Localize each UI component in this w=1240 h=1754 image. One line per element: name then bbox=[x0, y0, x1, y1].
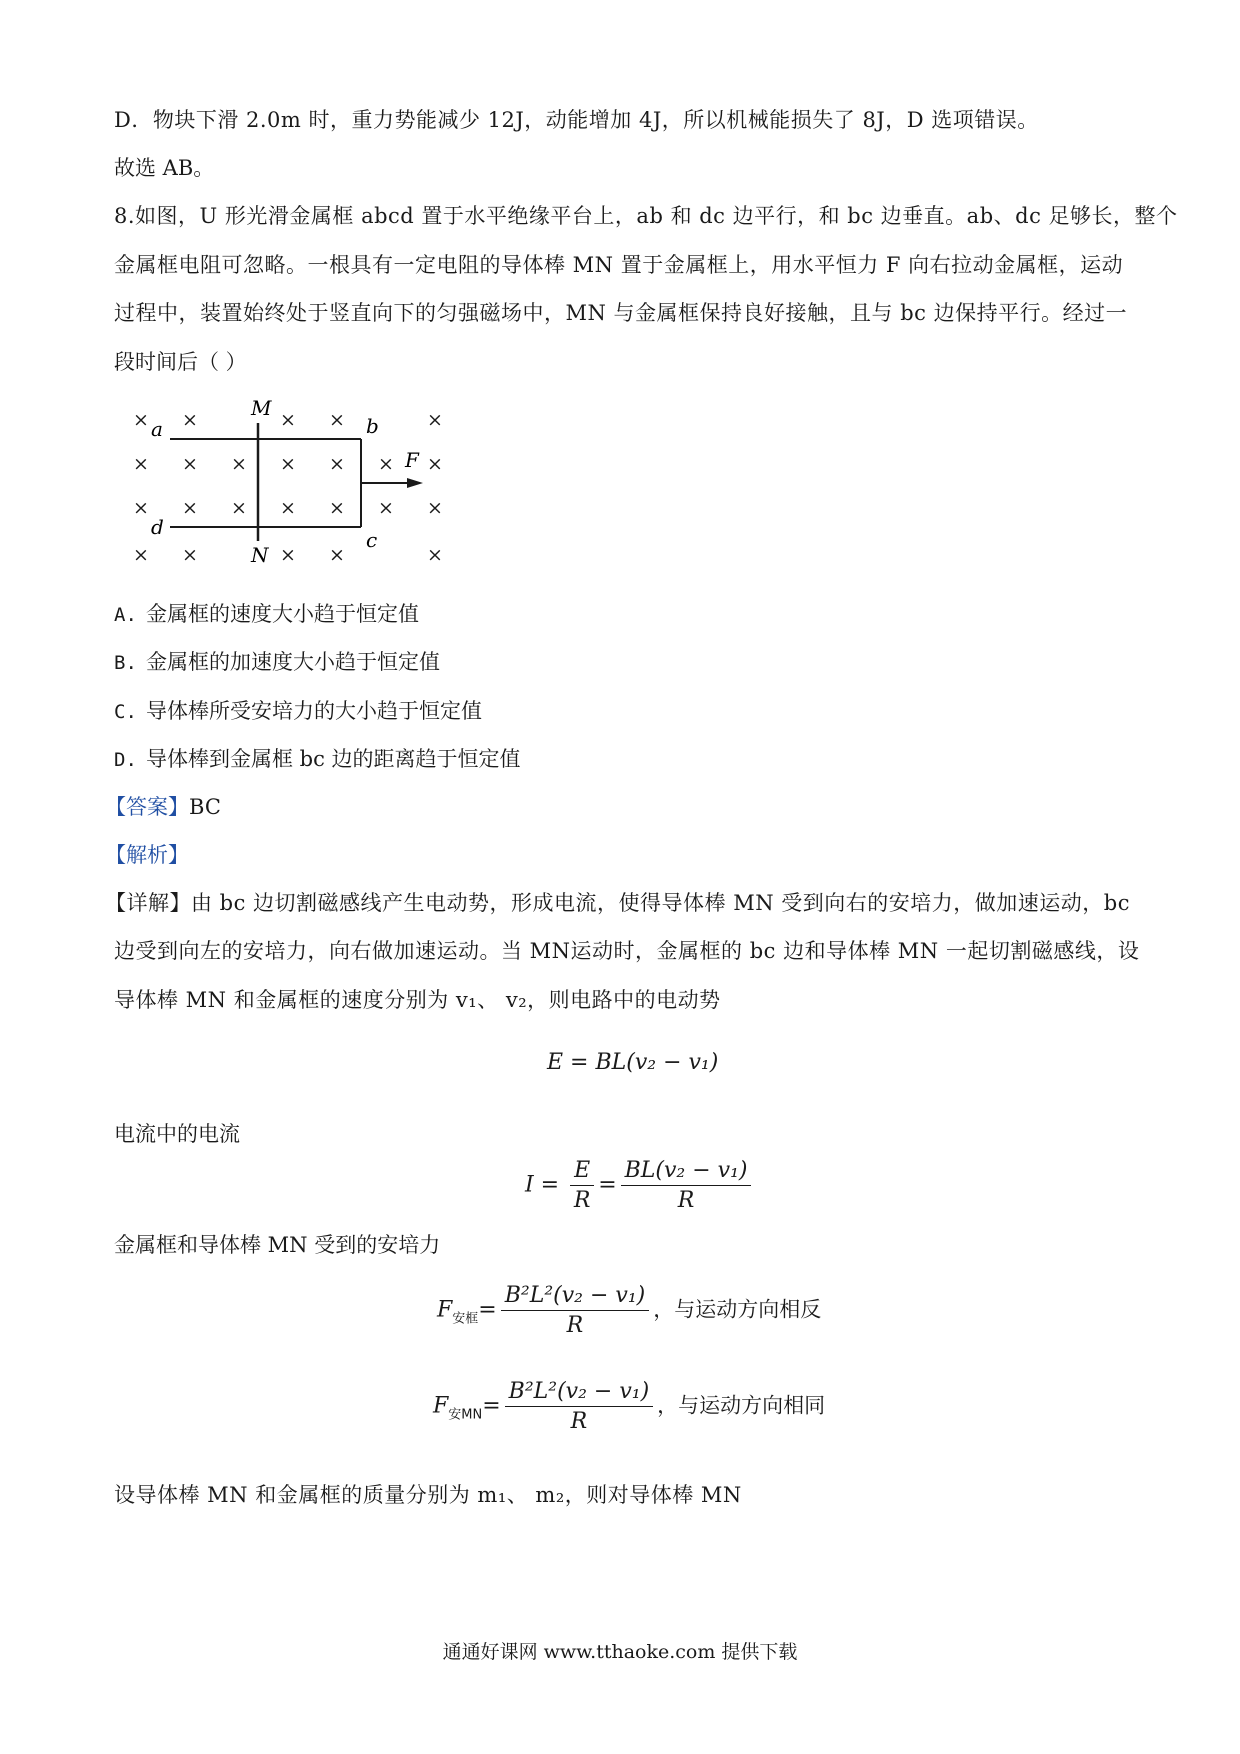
label-c: c bbox=[366, 528, 378, 552]
field-cross: × bbox=[378, 453, 394, 475]
eq4-tail: ，与运动方向相同 bbox=[657, 1393, 826, 1418]
eq2-fraction-2 bbox=[621, 1158, 752, 1213]
eq4-num: B²L²(v₂ − v₁) bbox=[505, 1379, 654, 1407]
eq4-den: R bbox=[570, 1409, 588, 1434]
field-cross: × bbox=[133, 409, 149, 431]
eq2-frac1-den: R bbox=[573, 1188, 591, 1213]
field-cross: × bbox=[280, 497, 296, 519]
option-a bbox=[114, 604, 419, 625]
circuit-diagram bbox=[125, 395, 455, 570]
question-line-1: 8.如图，U 形光滑金属框 abcd 置于水平绝缘平台上，ab 和 dc 边平行，和 bc 边垂直。ab、dc 足够长，整个 bbox=[114, 204, 1178, 228]
field-cross: × bbox=[280, 409, 296, 431]
answer-value: BC bbox=[189, 795, 221, 819]
magnetic-field-crosses bbox=[133, 409, 443, 566]
eq3-tail: ，与运动方向相反 bbox=[653, 1297, 822, 1322]
option-a-label: A. bbox=[114, 604, 137, 626]
field-cross: × bbox=[329, 544, 345, 566]
field-cross: × bbox=[329, 409, 345, 431]
eq4-f: F bbox=[433, 1393, 449, 1419]
option-d-previous: D．物块下滑 2.0m 时，重力势能减少 12J，动能增加 4J，所以机械能损失了 8J，D 选项错误。 bbox=[114, 108, 1039, 132]
field-cross: × bbox=[182, 544, 198, 566]
label-m: M bbox=[251, 396, 272, 420]
option-c-text: 导体棒所受安培力的大小趋于恒定值 bbox=[146, 699, 482, 723]
option-c-label: C. bbox=[114, 701, 137, 723]
option-b bbox=[114, 652, 440, 673]
option-c bbox=[114, 701, 482, 722]
equation-current: I = $\frac{E}{R}$ = $\frac{\text{BL(v₂ − v₁)}}{R}$ bbox=[525, 1158, 755, 1213]
field-cross: × bbox=[182, 453, 198, 475]
answer-tag: 【答案】 bbox=[105, 795, 189, 819]
label-d: d bbox=[151, 515, 164, 539]
field-cross: × bbox=[280, 544, 296, 566]
field-cross: × bbox=[427, 409, 443, 431]
option-d-text: 导体棒到金属框 bc 边的距离趋于恒定值 bbox=[146, 747, 521, 771]
field-cross: × bbox=[280, 453, 296, 475]
field-cross: × bbox=[133, 544, 149, 566]
field-cross: × bbox=[182, 409, 198, 431]
question-line-4: 段时间后（ ） bbox=[114, 350, 247, 374]
option-b-label: B. bbox=[114, 652, 137, 674]
field-cross: × bbox=[427, 453, 443, 475]
field-cross: × bbox=[378, 497, 394, 519]
force-arrow-head bbox=[407, 478, 423, 488]
eq2-left: I = bbox=[525, 1172, 560, 1198]
field-cross: × bbox=[231, 453, 247, 475]
field-cross: × bbox=[133, 453, 149, 475]
option-a-text: 金属框的速度大小趋于恒定值 bbox=[146, 602, 419, 626]
option-d-label: D. bbox=[114, 749, 137, 771]
force-label: 金属框和导体棒 MN 受到的安培力 bbox=[114, 1233, 441, 1257]
current-label: 电流中的电流 bbox=[114, 1122, 240, 1146]
eq4-sub: 安MN bbox=[448, 1407, 483, 1423]
eq3-fraction bbox=[501, 1283, 650, 1338]
eq2-frac2-den: R bbox=[677, 1188, 695, 1213]
answer-line bbox=[105, 797, 221, 818]
eq2-frac1-num: E bbox=[570, 1158, 594, 1186]
equation-force-frame: $F_{安框}=$ $\frac{\text{B²L²(v₂ − v₁)}}{R}$ ，与运动方向相反 bbox=[437, 1283, 822, 1338]
question-line-3: 过程中，装置始终处于竖直向下的匀强磁场中，MN 与金属框保持良好接触，且与 bc 边保持平行。经过一 bbox=[114, 301, 1128, 325]
eq2-frac2-num: BL(v₂ − v₁) bbox=[621, 1158, 752, 1186]
detail-text-1: 由 bc 边切割磁感线产生电动势，形成电流，使得导体棒 MN 受到向右的安培力，做加速运动，bc bbox=[191, 891, 1130, 915]
equation-emf: E = BL(v₂ − v₁) bbox=[547, 1050, 719, 1075]
choice-statement: 故选 AB。 bbox=[114, 156, 215, 180]
detail-line-3: 导体棒 MN 和金属框的速度分别为 v₁、 v₂，则电路中的电动势 bbox=[114, 988, 721, 1012]
field-cross: × bbox=[231, 497, 247, 519]
field-cross: × bbox=[182, 497, 198, 519]
detail-tag: 【详解】 bbox=[105, 891, 191, 915]
eq3-sub: 安框 bbox=[452, 1311, 479, 1327]
page-footer: 通通好课网 www.tthaoke.com 提供下载 bbox=[442, 1641, 798, 1663]
last-line: 设导体棒 MN 和金属框的质量分别为 m₁、 m₂，则对导体棒 MN bbox=[114, 1483, 742, 1507]
detail-line-1 bbox=[105, 893, 1130, 914]
label-f: F bbox=[405, 448, 419, 472]
analysis-tag: 【解析】 bbox=[105, 843, 189, 867]
field-cross: × bbox=[133, 497, 149, 519]
eq4-fraction bbox=[505, 1379, 654, 1434]
field-cross: × bbox=[329, 497, 345, 519]
field-cross: × bbox=[329, 453, 345, 475]
field-cross: × bbox=[427, 497, 443, 519]
eq3-den: R bbox=[566, 1313, 584, 1338]
label-a: a bbox=[151, 417, 163, 441]
detail-line-2: 边受到向左的安培力，向右做加速运动。当 MN运动时，金属框的 bc 边和导体棒 MN 一起切割磁感线，设 bbox=[114, 939, 1140, 963]
option-b-text: 金属框的加速度大小趋于恒定值 bbox=[146, 650, 440, 674]
eq3-f: F bbox=[437, 1297, 453, 1323]
question-line-2: 金属框电阻可忽略。一根具有一定电阻的导体棒 MN 置于金属框上，用水平恒力 F 向右拉动金属框，运动 bbox=[114, 253, 1124, 277]
eq2-fraction-1 bbox=[570, 1158, 594, 1213]
eq3-num: B²L²(v₂ − v₁) bbox=[501, 1283, 650, 1311]
field-cross: × bbox=[427, 544, 443, 566]
label-n: N bbox=[251, 543, 269, 567]
equation-force-rod: $F_{安MN}=$ $\frac{\text{B²L²(v₂ − v₁)}}{R}$ ，与运动方向相同 bbox=[433, 1379, 826, 1434]
option-d bbox=[114, 749, 521, 770]
label-b: b bbox=[366, 414, 379, 438]
